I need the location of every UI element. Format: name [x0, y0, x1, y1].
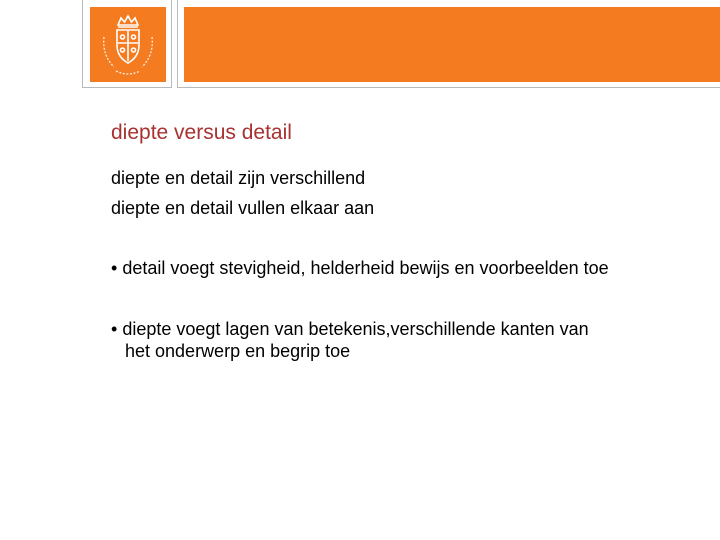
header-logo-frame [82, 0, 172, 88]
bullet-line-text: diepte voegt lagen van betekenis,verschillende kanten van [122, 319, 589, 339]
intro-line: diepte en detail zijn verschillend [111, 168, 366, 188]
bullet-line-text: het onderwerp en begrip toe [125, 341, 351, 361]
bullet-text [111, 318, 711, 340]
header-bar [184, 7, 720, 82]
header-bar-frame [177, 0, 720, 88]
header-logo-background [90, 7, 166, 82]
bullet-text [111, 257, 609, 279]
intro-line: diepte en detail vullen elkaar aan [111, 198, 375, 218]
slide-title: diepte versus detail [111, 121, 292, 144]
bullet-item [111, 257, 609, 279]
bullet-item [111, 318, 711, 362]
bullet-marker: • [111, 258, 118, 278]
university-crest-icon [90, 7, 166, 82]
bullet-marker: • [111, 319, 118, 339]
bullet-line-text: detail voegt stevigheid, helderheid bewijs en voorbeelden toe [122, 258, 609, 278]
